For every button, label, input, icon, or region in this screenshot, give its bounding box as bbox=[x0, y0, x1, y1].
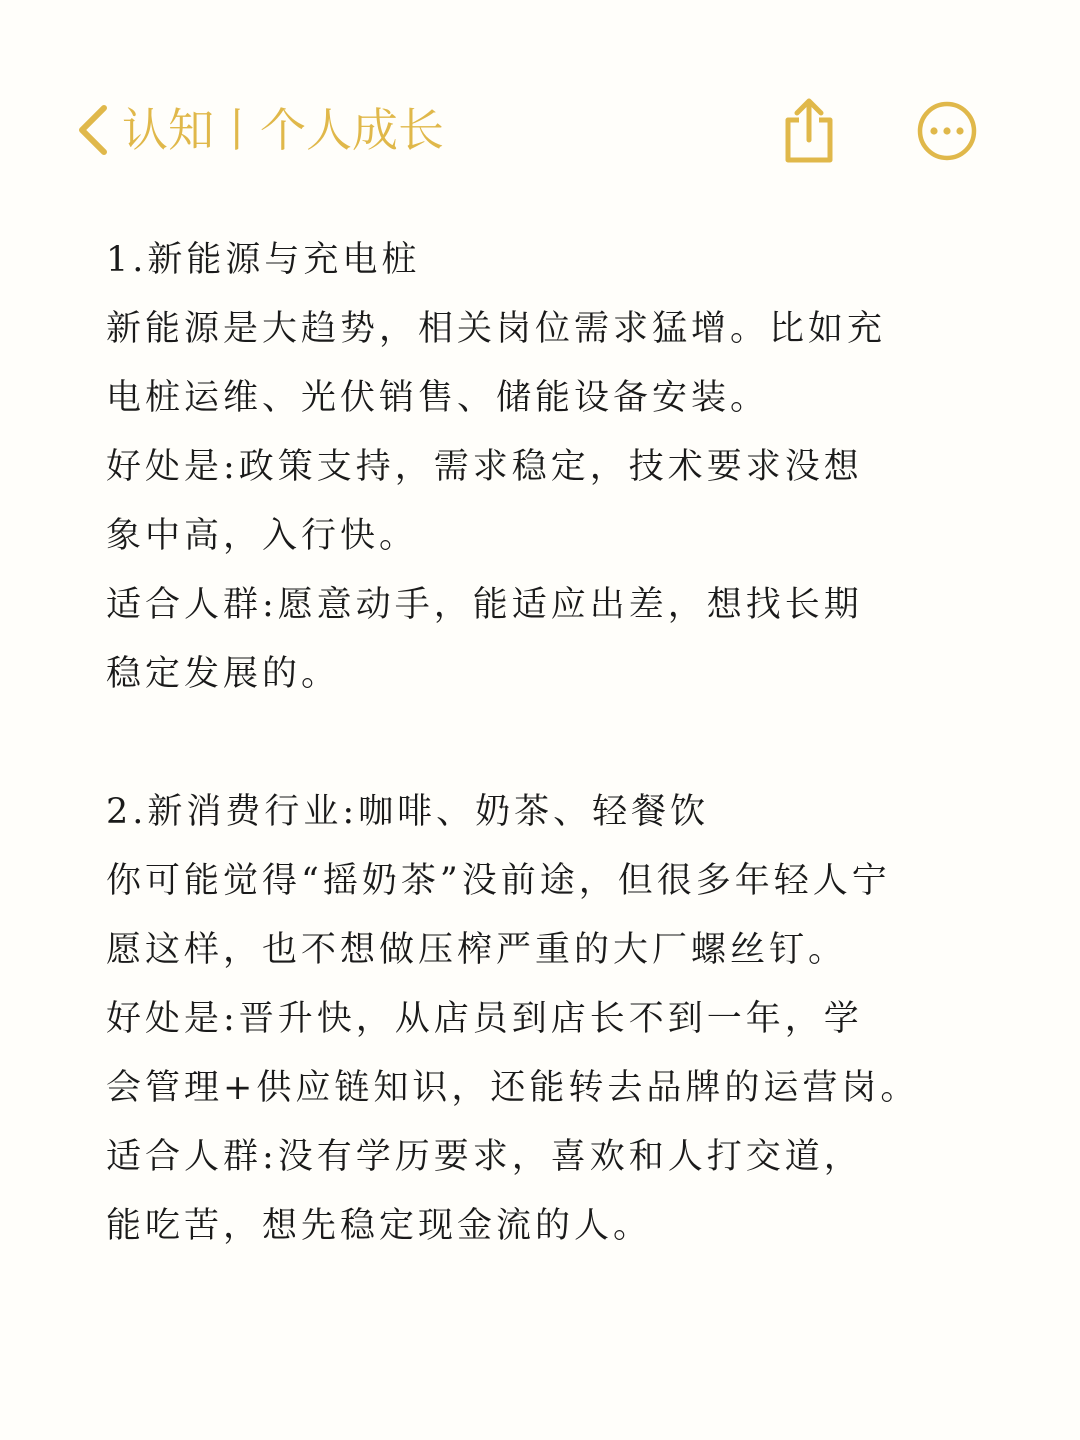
back-button[interactable] bbox=[72, 98, 444, 162]
note-line: 会管理+供应链知识，还能转去品牌的运营岗。 bbox=[106, 1068, 920, 1108]
navigation-bar bbox=[0, 88, 1080, 172]
note-line: 适合人群:愿意动手，能适应出差，想找长期 bbox=[106, 585, 863, 625]
note-line: 愿这样，也不想做压榨严重的大厂螺丝钉。 bbox=[106, 930, 848, 970]
chevron-left-icon bbox=[72, 102, 112, 158]
note-section-new-consumption bbox=[106, 778, 1006, 1261]
share-icon[interactable] bbox=[780, 94, 838, 166]
note-line: 能吃苦，想先稳定现金流的人。 bbox=[106, 1206, 653, 1246]
note-line: 好处是:政策支持，需求稳定，技术要求没想 bbox=[106, 447, 863, 487]
note-line: 稳定发展的。 bbox=[106, 654, 341, 694]
section-heading: 2.新消费行业:咖啡、奶茶、轻餐饮 bbox=[106, 792, 710, 832]
folder-title: 认知丨个人成长 bbox=[122, 103, 444, 157]
note-line: 适合人群:没有学历要求，喜欢和人打交道， bbox=[106, 1137, 863, 1177]
note-line: 新能源是大趋势，相关岗位需求猛增。比如充 bbox=[106, 309, 887, 349]
note-body[interactable] bbox=[106, 226, 1006, 1261]
note-line: 电桩运维、光伏销售、储能设备安装。 bbox=[106, 378, 770, 418]
note-line: 你可能觉得“摇奶茶”没前途，但很多年轻人宁 bbox=[106, 861, 891, 901]
note-line: 象中高，入行快。 bbox=[106, 516, 419, 556]
note-section-new-energy bbox=[106, 226, 1006, 709]
ellipsis-circle-icon[interactable] bbox=[916, 100, 978, 162]
section-heading: 1.新能源与充电桩 bbox=[106, 240, 421, 280]
note-line: 好处是:晋升快，从店员到店长不到一年，学 bbox=[106, 999, 863, 1039]
